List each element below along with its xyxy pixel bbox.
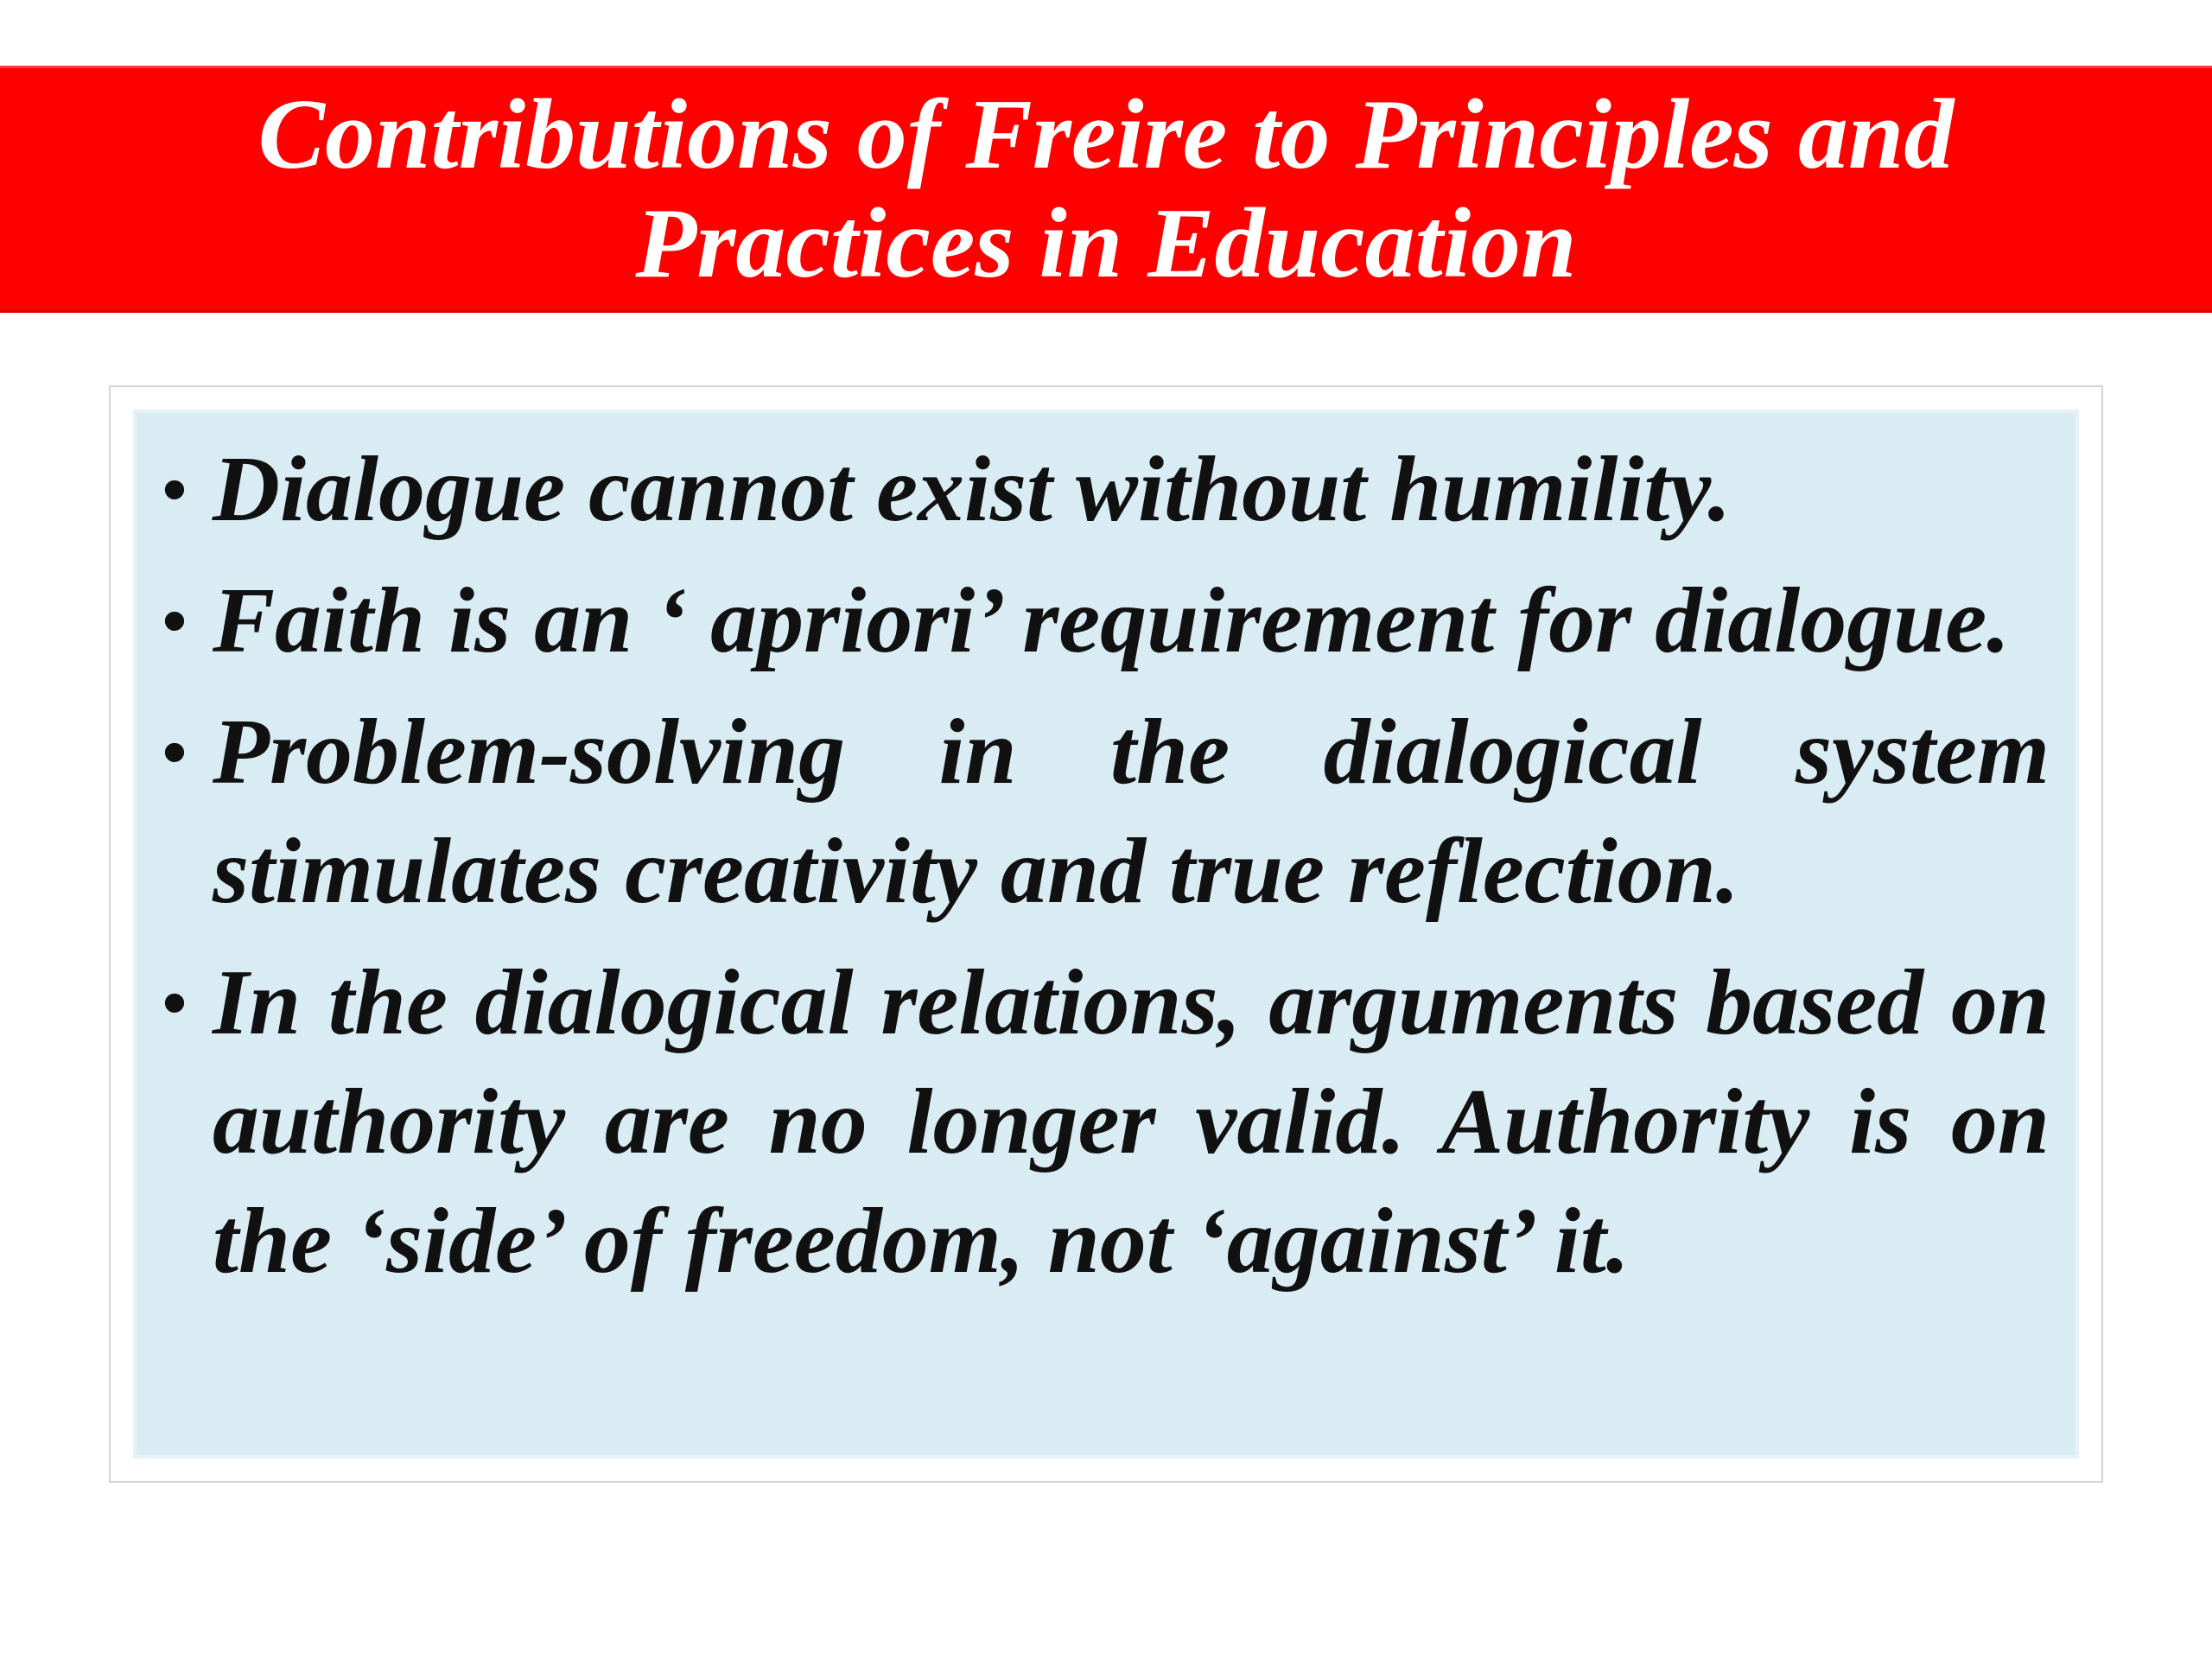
slide-title-line-2: Practices in Education bbox=[635, 188, 1577, 299]
slide-title-line-1: Contributions of Freire to Principles and bbox=[257, 79, 1955, 190]
bullet-icon: • bbox=[162, 713, 188, 791]
bullet-list bbox=[137, 430, 2075, 1301]
bullet-item bbox=[137, 944, 2075, 1301]
content-panel bbox=[133, 410, 2079, 1459]
bullet-item bbox=[137, 562, 2075, 681]
title-banner bbox=[0, 66, 2212, 313]
bullet-icon: • bbox=[162, 963, 188, 1042]
content-box bbox=[109, 385, 2103, 1483]
bullet-icon: • bbox=[162, 582, 188, 660]
bullet-text: In the dialogical relations, arguments based on authority are no longer valid. Authority is on the ‘side’ of freedom, not ‘against’ it. bbox=[213, 951, 2050, 1293]
bullet-item bbox=[137, 693, 2075, 931]
bullet-text: Dialogue cannot exist without humility. bbox=[213, 438, 1732, 541]
bullet-text: Problem-solving in the dialogical system stimulates creativity and true reflection. bbox=[213, 701, 2050, 923]
bullet-text: Faith is an ‘ apriori’ requirement for dialogue. bbox=[213, 569, 2011, 672]
bullet-icon: • bbox=[162, 450, 188, 529]
bullet-item bbox=[137, 430, 2075, 550]
